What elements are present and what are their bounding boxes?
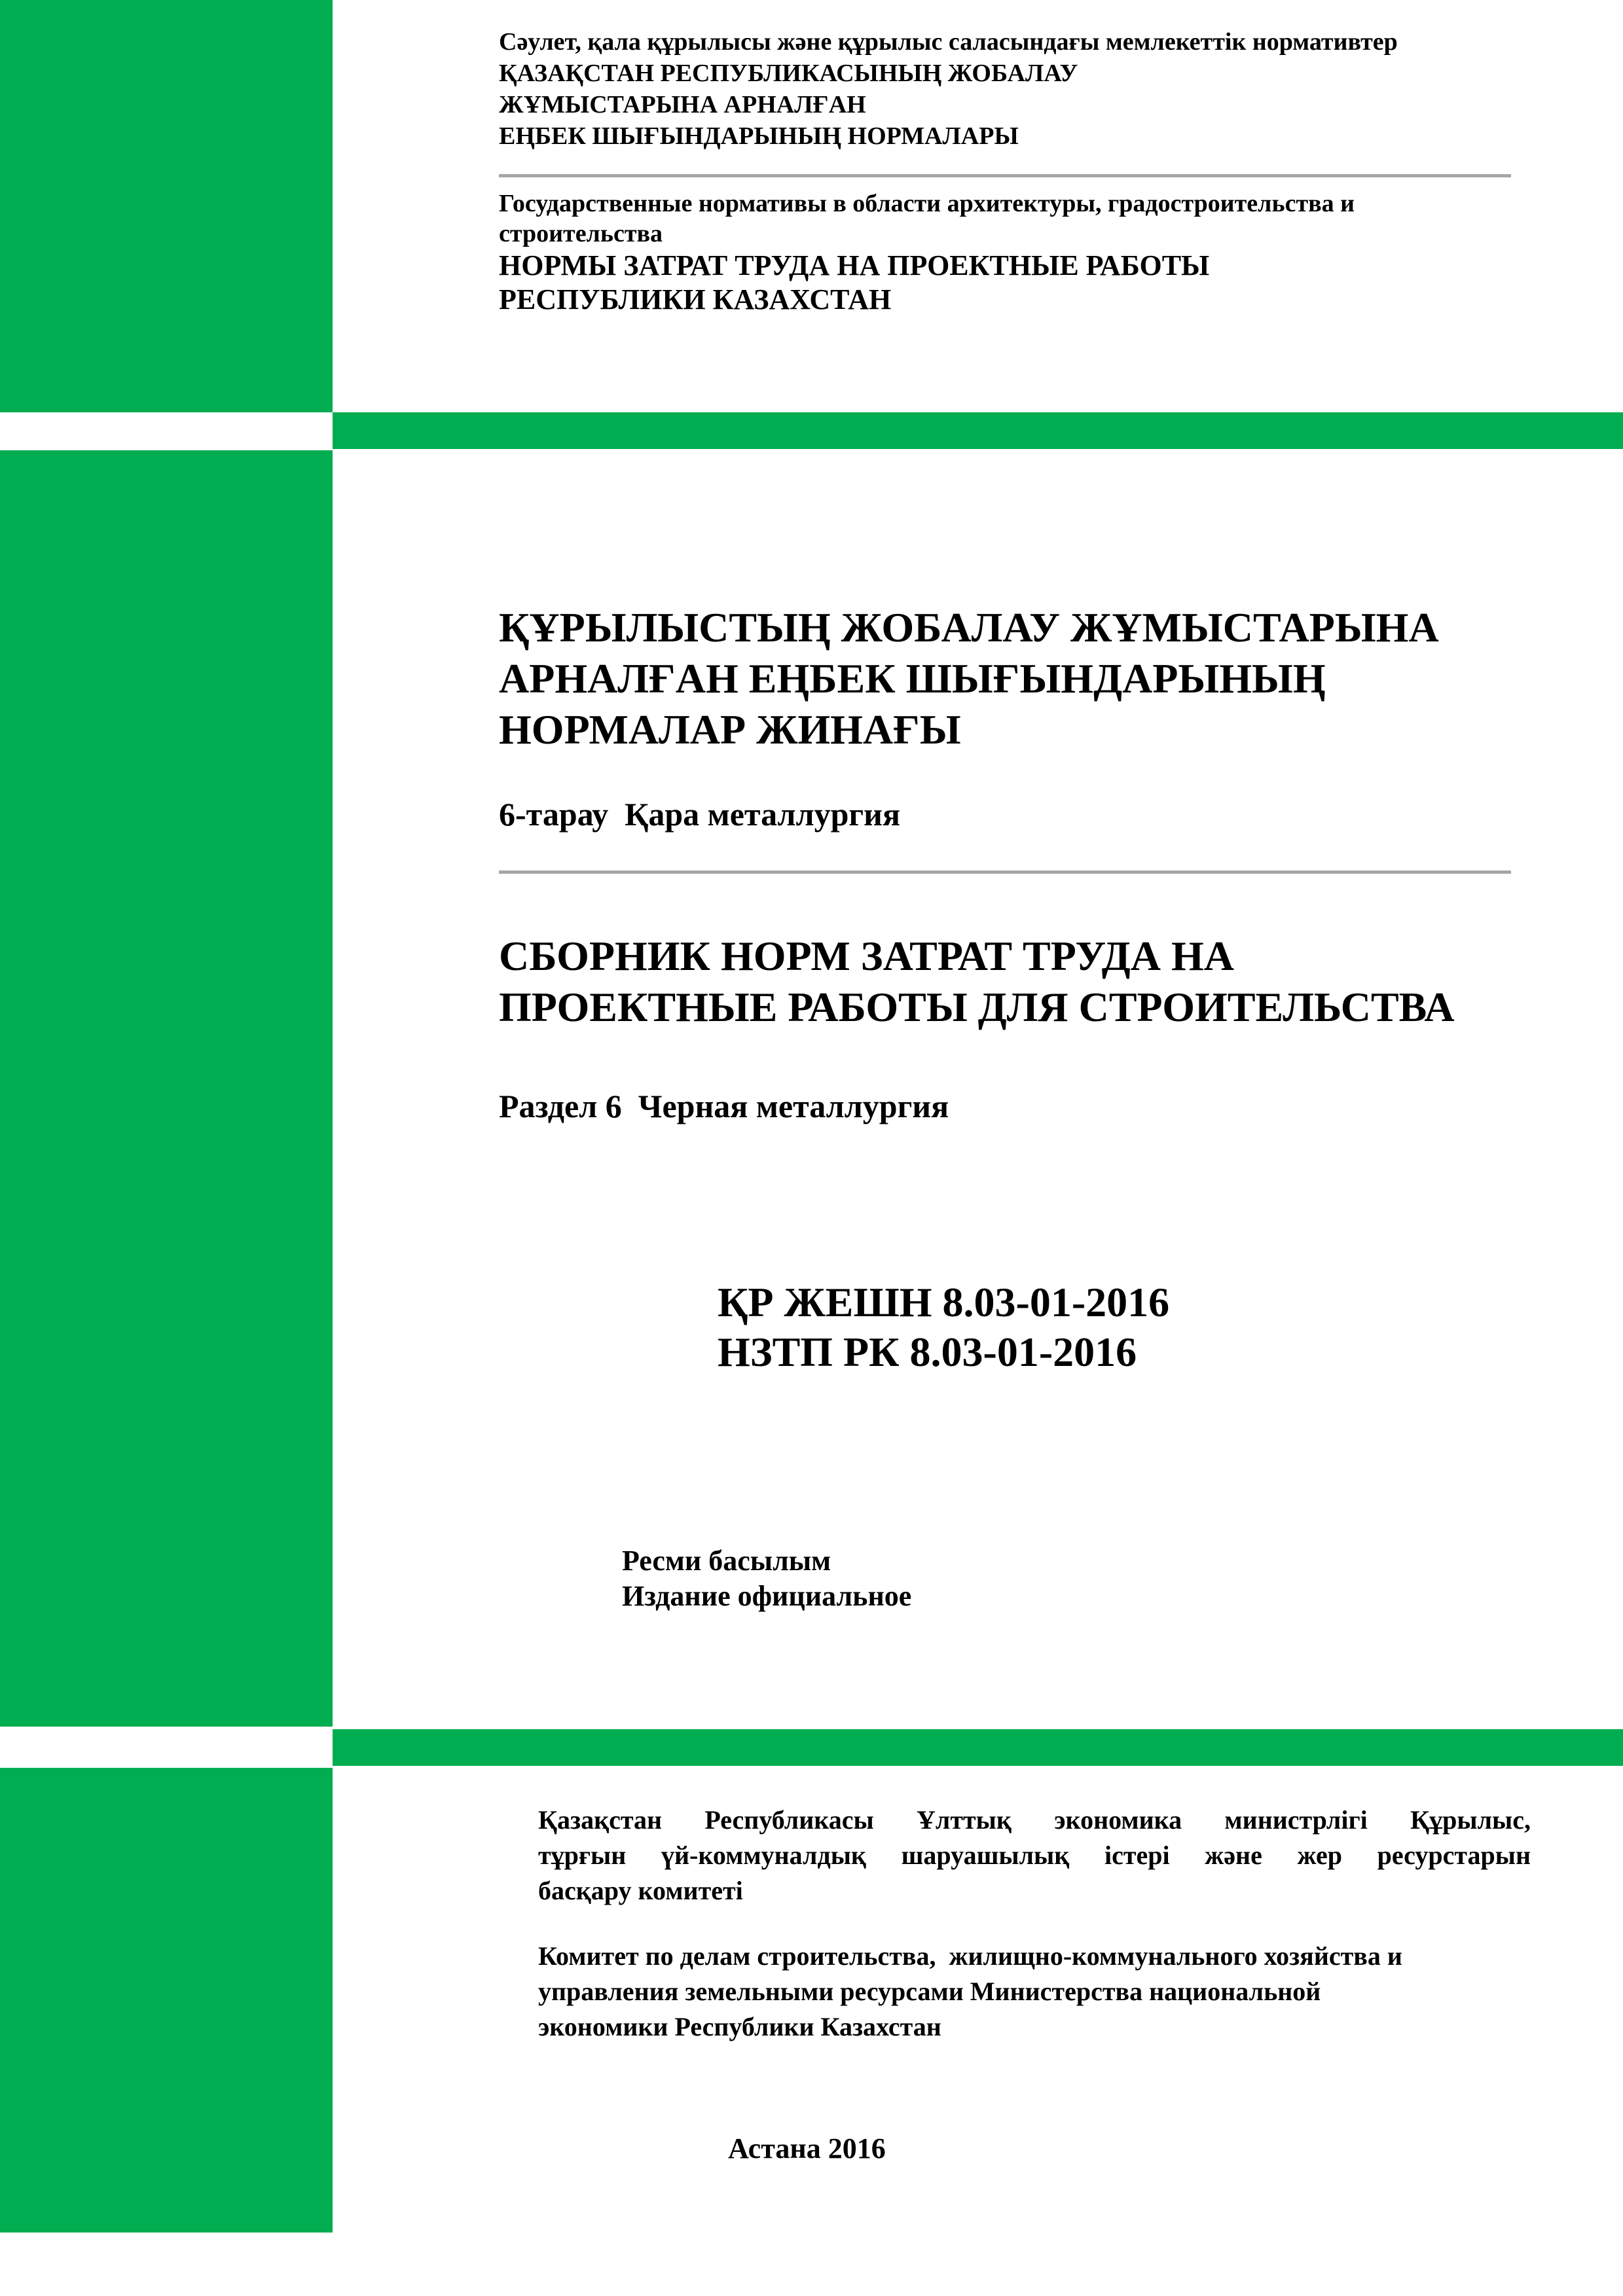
horizontal-green-stripe-bottom bbox=[333, 1729, 1623, 1766]
title-ru-line2: ПРОЕКТНЫЕ РАБОТЫ ДЛЯ СТРОИТЕЛЬСТВА bbox=[499, 984, 1455, 1030]
left-green-bar-bottom bbox=[0, 1768, 333, 2233]
header-ru-line3: НОРМЫ ЗАТРАТ ТРУДА НА ПРОЕКТНЫЕ РАБОТЫ bbox=[499, 249, 1210, 281]
edition-ru: Издание официальное bbox=[622, 1580, 912, 1612]
publisher-kz-line1: Қазақстан Республикасы Ұлттық экономика министрлігі Құрылыс, bbox=[538, 1805, 1531, 1835]
title-divider bbox=[499, 870, 1511, 874]
document-codes bbox=[718, 1278, 1169, 1377]
title-kz-line1: ҚҰРЫЛЫСТЫҢ ЖОБАЛАУ ЖҰМЫСТАРЫНА bbox=[499, 604, 1439, 651]
edition bbox=[622, 1543, 911, 1614]
title-ru-line1: СБОРНИК НОРМ ЗАТРАТ ТРУДА НА bbox=[499, 933, 1234, 979]
publisher-kz-line2: тұрғын үй-коммуналдық шаруашылық істері және жер ресурстарын bbox=[538, 1840, 1531, 1870]
header-ru-line1: Государственные нормативы в области архитектуры, градостроительства и bbox=[499, 190, 1355, 217]
code-ru: НЗТП РК 8.03-01-2016 bbox=[718, 1329, 1137, 1375]
publisher-kz bbox=[538, 1803, 1531, 1909]
title-kz bbox=[499, 602, 1546, 755]
header-kz-line2: ҚАЗАҚСТАН РЕСПУБЛИКАСЫНЫҢ ЖОБАЛАУ bbox=[499, 60, 1078, 87]
publisher-ru bbox=[538, 1939, 1559, 2045]
header-kz-line1: Сәулет, қала құрылысы және құрылыс саласындағы мемлекеттік нормативтер bbox=[499, 28, 1398, 56]
left-green-bar-top bbox=[0, 0, 333, 412]
title-kz-line2: АРНАЛҒАН ЕҢБЕК ШЫҒЫНДАРЫНЫҢ bbox=[499, 655, 1326, 702]
header-kz bbox=[499, 26, 1520, 152]
publisher-kz-line3: басқару комитеті bbox=[538, 1876, 743, 1905]
header-ru-line2: строительства bbox=[499, 220, 663, 247]
title-ru bbox=[499, 931, 1546, 1033]
header-ru-line4: РЕСПУБЛИКИ КАЗАХСТАН bbox=[499, 283, 892, 315]
left-green-bar-middle bbox=[0, 450, 333, 1727]
header-kz-line3: ЖҰМЫСТАРЫНА АРНАЛҒАН bbox=[499, 91, 866, 118]
section-ru: Раздел 6 Черная металлургия bbox=[499, 1088, 949, 1124]
edition-kz: Ресми басылым bbox=[622, 1545, 831, 1577]
publisher-ru-line3: экономики Республики Казахстан bbox=[538, 2012, 941, 2041]
code-kz: ҚР ЖЕШН 8.03-01-2016 bbox=[718, 1279, 1170, 1325]
horizontal-green-stripe-top bbox=[333, 412, 1623, 449]
city-year: Астана 2016 bbox=[728, 2132, 886, 2164]
section-kz: 6-тарау Қара металлургия bbox=[499, 796, 900, 833]
title-kz-line3: НОРМАЛАР ЖИНАҒЫ bbox=[499, 706, 961, 753]
header-divider bbox=[499, 174, 1511, 177]
publisher-ru-line2: управления земельными ресурсами Министерства национальной bbox=[538, 1977, 1321, 2006]
header-ru bbox=[499, 188, 1520, 317]
header-kz-line4: ЕҢБЕК ШЫҒЫНДАРЫНЫҢ НОРМАЛАРЫ bbox=[499, 122, 1019, 150]
publisher-ru-line1: Комитет по делам строительства, жилищно-коммунального хозяйства и bbox=[538, 1941, 1402, 1971]
